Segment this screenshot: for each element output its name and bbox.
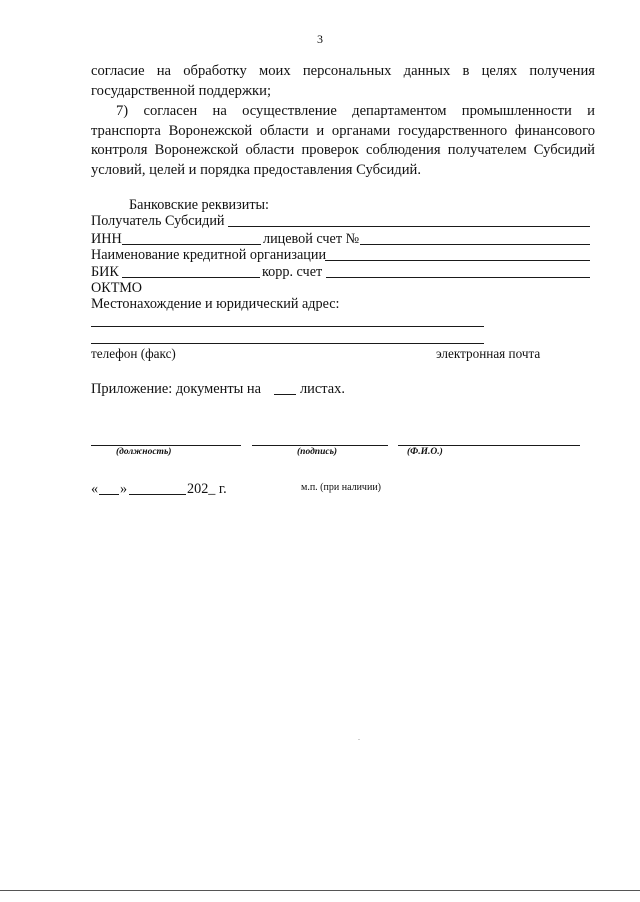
oktmo-label: ОКТМО [91,280,143,296]
recipient-field[interactable] [228,226,590,227]
attachment-pages-field[interactable] [274,394,296,395]
position-caption: (должность) [116,447,172,457]
bik-field[interactable] [122,277,260,278]
address-label: Местонахождение и юридический адрес: [91,296,340,312]
inn-label: ИНН [91,231,122,247]
address-field-line-1[interactable] [91,326,484,327]
phone-label: телефон (факс) [91,346,176,361]
consent-paragraph: согласие на обработку моих персональных данных в целях получения государственной поддержки; [91,63,595,99]
bank-details-heading: Банковские реквизиты: [129,197,269,213]
date-month-field[interactable] [129,494,186,495]
attachment-sheets-text: листах. [300,381,345,397]
bank-name-label: Наименование кредитной организации [91,247,327,263]
account-label: лицевой счет № [263,231,360,247]
bik-label: БИК [91,264,119,280]
position-field[interactable] [91,445,241,446]
scan-speck [358,739,360,740]
signature-caption: (подпись) [297,447,338,457]
attachment-text: Приложение: документы на [91,381,261,397]
fio-caption: (Ф.И.О.) [407,447,443,457]
date-close-quote: » [120,481,128,497]
stamp-label: м.п. (при наличии) [301,482,381,493]
corr-account-label: корр. счет [262,264,323,280]
fio-field[interactable] [398,445,580,446]
bank-name-field[interactable] [325,260,590,261]
address-field-line-2[interactable] [91,343,484,344]
page-number: 3 [317,32,323,46]
account-field[interactable] [360,244,590,245]
footer-rule [0,890,640,891]
email-label: электронная почта [436,346,541,361]
date-day-field[interactable] [99,494,119,495]
date-year: 202_ г. [187,481,227,497]
recipient-label: Получатель Субсидий [91,213,225,229]
signature-field[interactable] [252,445,388,446]
date-open-quote: « [91,481,99,497]
corr-account-field[interactable] [326,277,590,278]
inn-field[interactable] [122,244,261,245]
item-7-paragraph: 7) согласен на осуществление департаментом промышленности и транспорта Воронежской области и органами государственного финансового контроля Воронежской области проверок соблюдения получателем Субсидий условий, целей и порядка предоставления Субсидий. [91,103,595,178]
